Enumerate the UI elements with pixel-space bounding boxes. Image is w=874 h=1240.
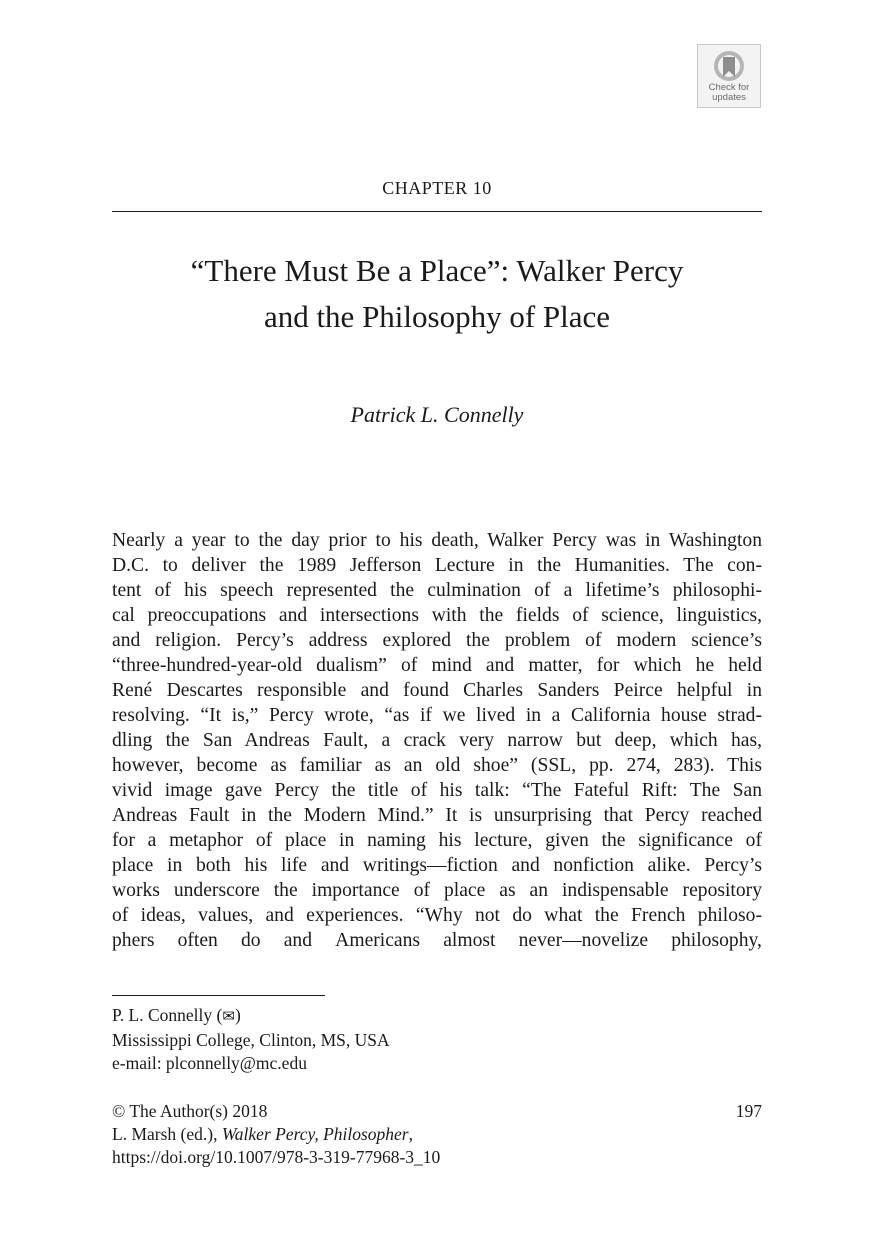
- body-line: Nearly a year to the day prior to his death, Walker Percy was in Washington: [112, 530, 762, 551]
- author-name: Patrick L. Connelly: [350, 402, 524, 427]
- footnote-affiliation: Mississippi College, Clinton, MS, USA: [112, 1030, 390, 1050]
- body-word: phers: [112, 930, 155, 951]
- citation-line: L. Marsh (ed.), Walker Percy, Philosopher,: [112, 1124, 413, 1144]
- body-line-last: [112, 928, 762, 953]
- envelope-icon: ✉: [222, 1009, 235, 1025]
- body-word: do: [241, 930, 261, 951]
- footnote-divider: [112, 995, 325, 996]
- body-word: Americans: [335, 930, 421, 951]
- body-line: D.C. to deliver the 1989 Jefferson Lecture in the Humanities. The con-: [112, 555, 762, 576]
- body-line: works underscore the importance of place as an indispensable repository: [112, 880, 762, 901]
- title-line-1: “There Must Be a Place”: Walker Percy: [190, 253, 684, 288]
- body-word: philosophy,: [671, 930, 762, 951]
- body-line: “three-hundred-year-old dualism” of mind and matter, for which he held: [112, 655, 762, 676]
- body-line: cal preoccupations and intersections with the fields of science, linguistics,: [112, 605, 762, 626]
- body-line: vivid image gave Percy the title of his talk: “The Fateful Rift: The San: [112, 780, 762, 801]
- body-line: for a metaphor of place in naming his lecture, given the significance of: [112, 830, 762, 851]
- chapter-title: [112, 248, 762, 340]
- body-line: René Descartes responsible and found Charles Sanders Peirce helpful in: [112, 680, 762, 701]
- body-line: dling the San Andreas Fault, a crack very narrow but deep, which has,: [112, 730, 762, 751]
- body-line: of ideas, values, and experiences. “Why not do what the French philoso-: [112, 905, 762, 926]
- copyright-line: © The Author(s) 2018: [112, 1101, 268, 1121]
- badge-label: Check for updates: [708, 82, 750, 103]
- body-text: [112, 528, 762, 953]
- chapter-label: CHAPTER 10: [382, 178, 492, 198]
- body-word: never—novelize: [518, 930, 649, 951]
- bookmark-icon: [709, 49, 749, 83]
- footnote-author-name: P. L. Connelly: [112, 1005, 213, 1025]
- body-line: however, become as familiar as an old shoe” (SSL, pp. 274, 283). This: [112, 755, 762, 776]
- author-footnote: P. L. Connelly (✉) Mississippi College, Clinton, MS, USA e-mail: plconnelly@mc.edu: [112, 1005, 390, 1073]
- body-word: often: [177, 930, 218, 951]
- body-word: and: [283, 930, 313, 951]
- publication-info: [112, 1100, 440, 1169]
- footnote-email[interactable]: e-mail: plconnelly@mc.edu: [112, 1053, 307, 1073]
- title-line-2: and the Philosophy of Place: [263, 299, 611, 334]
- book-title: Walker Percy, Philosopher: [221, 1124, 409, 1144]
- body-line: and religion. Percy’s address explored the problem of modern science’s: [112, 630, 762, 651]
- chapter-divider: [112, 211, 762, 212]
- check-for-updates-badge[interactable]: [697, 44, 761, 108]
- body-line: tent of his speech represented the culmination of a lifetime’s philosophi-: [112, 580, 762, 601]
- doi-link[interactable]: https://doi.org/10.1007/978-3-319-77968-3_10: [112, 1147, 441, 1167]
- body-line: Andreas Fault in the Modern Mind.” It is unsurprising that Percy reached: [112, 805, 762, 826]
- body-word: almost: [443, 930, 496, 951]
- body-line: resolving. “It is,” Percy wrote, “as if we lived in a California house strad-: [112, 705, 762, 726]
- body-line: place in both his life and writings—fiction and nonfiction alike. Percy’s: [112, 855, 762, 876]
- page-number: 197: [735, 1101, 762, 1121]
